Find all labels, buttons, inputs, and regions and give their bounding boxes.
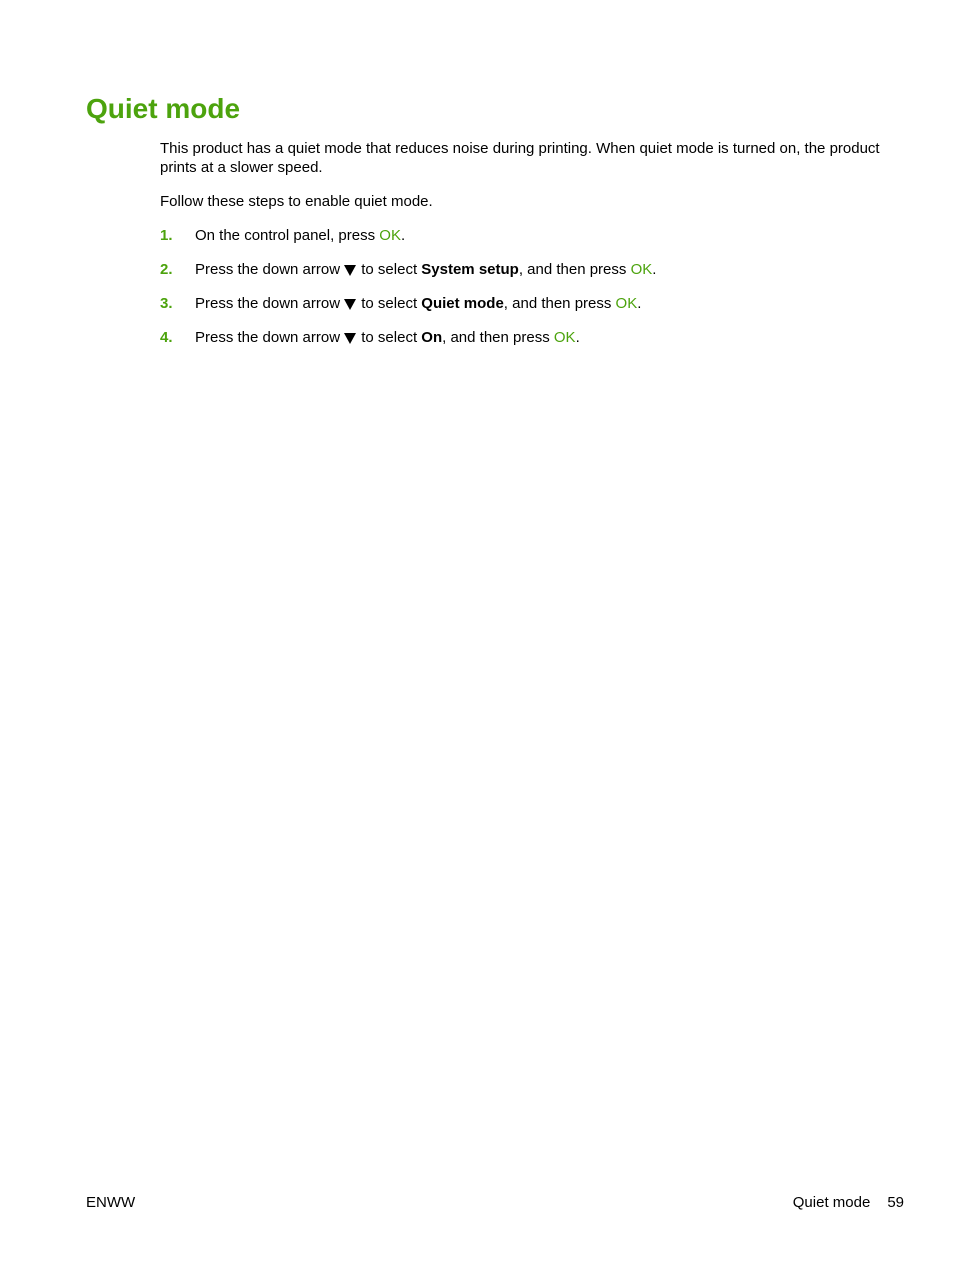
step-text xyxy=(195,226,405,245)
ok-button-label: OK xyxy=(379,227,401,244)
step-text-post: , and then press xyxy=(442,329,554,346)
step-item xyxy=(160,226,880,260)
step-item xyxy=(160,260,880,294)
step-text xyxy=(195,260,656,279)
step-item xyxy=(160,294,880,328)
step-number: 1. xyxy=(160,227,173,244)
down-arrow-icon xyxy=(344,299,356,310)
step-text-end: . xyxy=(652,261,657,278)
down-arrow-icon xyxy=(344,333,356,344)
footer-section-title: Quiet mode xyxy=(792,1194,871,1211)
page-title: Quiet mode xyxy=(86,93,241,124)
step-number: 2. xyxy=(160,261,173,278)
down-arrow-icon xyxy=(344,265,356,276)
footer-left-label: ENWW xyxy=(86,1194,136,1211)
step-text-end: . xyxy=(637,295,642,312)
step-text-post: , and then press xyxy=(503,295,616,312)
step-text xyxy=(195,294,641,313)
step-text-pre: Press the down arrow xyxy=(195,295,341,312)
menu-item-name: System setup xyxy=(421,261,519,278)
step-text-post: , and then press xyxy=(518,261,631,278)
step-number: 4. xyxy=(160,329,173,346)
step-text-end: . xyxy=(575,329,580,346)
step-text-mid: to select xyxy=(357,295,422,312)
step-text xyxy=(195,328,580,347)
step-text-pre: Press the down arrow xyxy=(195,329,341,346)
page-number: 59 xyxy=(887,1194,904,1211)
steps-list xyxy=(160,226,880,362)
step-text-end: . xyxy=(400,227,406,244)
follow-paragraph: Follow these steps to enable quiet mode. xyxy=(160,193,433,210)
step-text-pre: Press the down arrow xyxy=(195,261,341,278)
menu-item-name: On xyxy=(421,329,443,346)
step-text-mid: to select xyxy=(357,329,422,346)
step-text-mid: to select xyxy=(357,261,422,278)
footer-right xyxy=(793,1193,904,1212)
intro-paragraph: This product has a quiet mode that reduces noise during printing. When quiet mode is turned on, the product prints at a slower speed. xyxy=(160,140,880,176)
step-number: 3. xyxy=(160,295,173,312)
ok-button-label: OK xyxy=(630,261,653,278)
ok-button-label: OK xyxy=(553,329,576,346)
menu-item-name: Quiet mode xyxy=(421,295,504,312)
step-item xyxy=(160,328,880,362)
step-text-pre: On the control panel, press xyxy=(195,227,380,244)
ok-button-label: OK xyxy=(615,295,638,312)
